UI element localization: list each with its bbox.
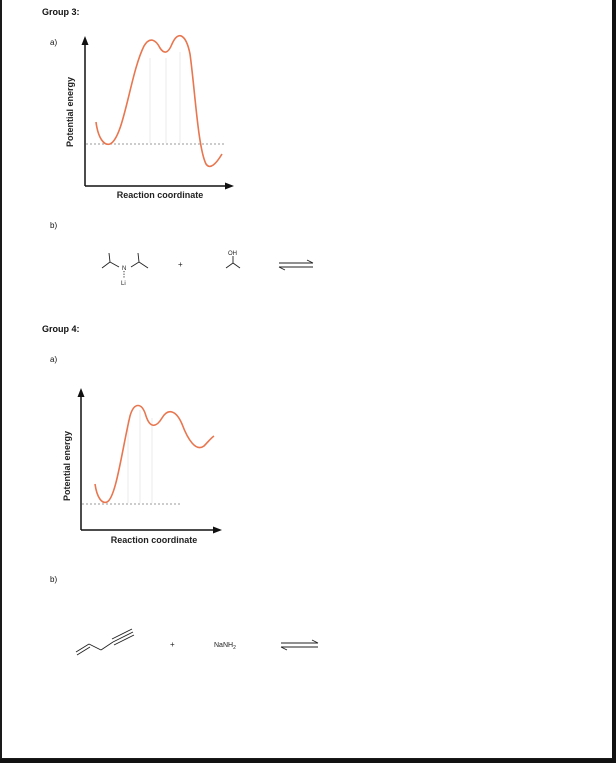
group3-part-a-label: a)	[50, 38, 58, 47]
equilibrium-arrow	[281, 640, 318, 650]
enyne-structure	[76, 629, 134, 655]
reagent-subscript: 2	[233, 645, 236, 651]
group4-part-a-label: a)	[50, 355, 58, 364]
plus-sign: +	[170, 640, 175, 649]
lithium-label: Li	[121, 281, 126, 287]
page-edge-bottom	[0, 759, 616, 763]
group4-title: Group 4:	[42, 324, 80, 334]
x-axis-label: Reaction coordinate	[110, 535, 198, 545]
plus-sign: +	[178, 260, 183, 269]
group3-part-b-label: b)	[50, 221, 58, 230]
group4-reaction	[0, 620, 616, 680]
reagent-base: NaNH	[214, 642, 234, 649]
nitrogen-label: N	[122, 266, 127, 272]
y-axis-label: Potential energy	[62, 430, 72, 502]
x-axis-arrowhead	[213, 527, 222, 534]
group3-title: Group 3:	[42, 7, 80, 17]
group4-part-b-label: b)	[50, 575, 58, 584]
energy-curve	[95, 406, 214, 503]
x-axis-label: Reaction coordinate	[116, 190, 204, 200]
y-axis-arrowhead	[78, 388, 85, 397]
hydroxyl-label: OH	[228, 251, 237, 257]
y-axis-label: Potential energy	[65, 76, 75, 148]
sodium-amide-label	[214, 642, 236, 651]
